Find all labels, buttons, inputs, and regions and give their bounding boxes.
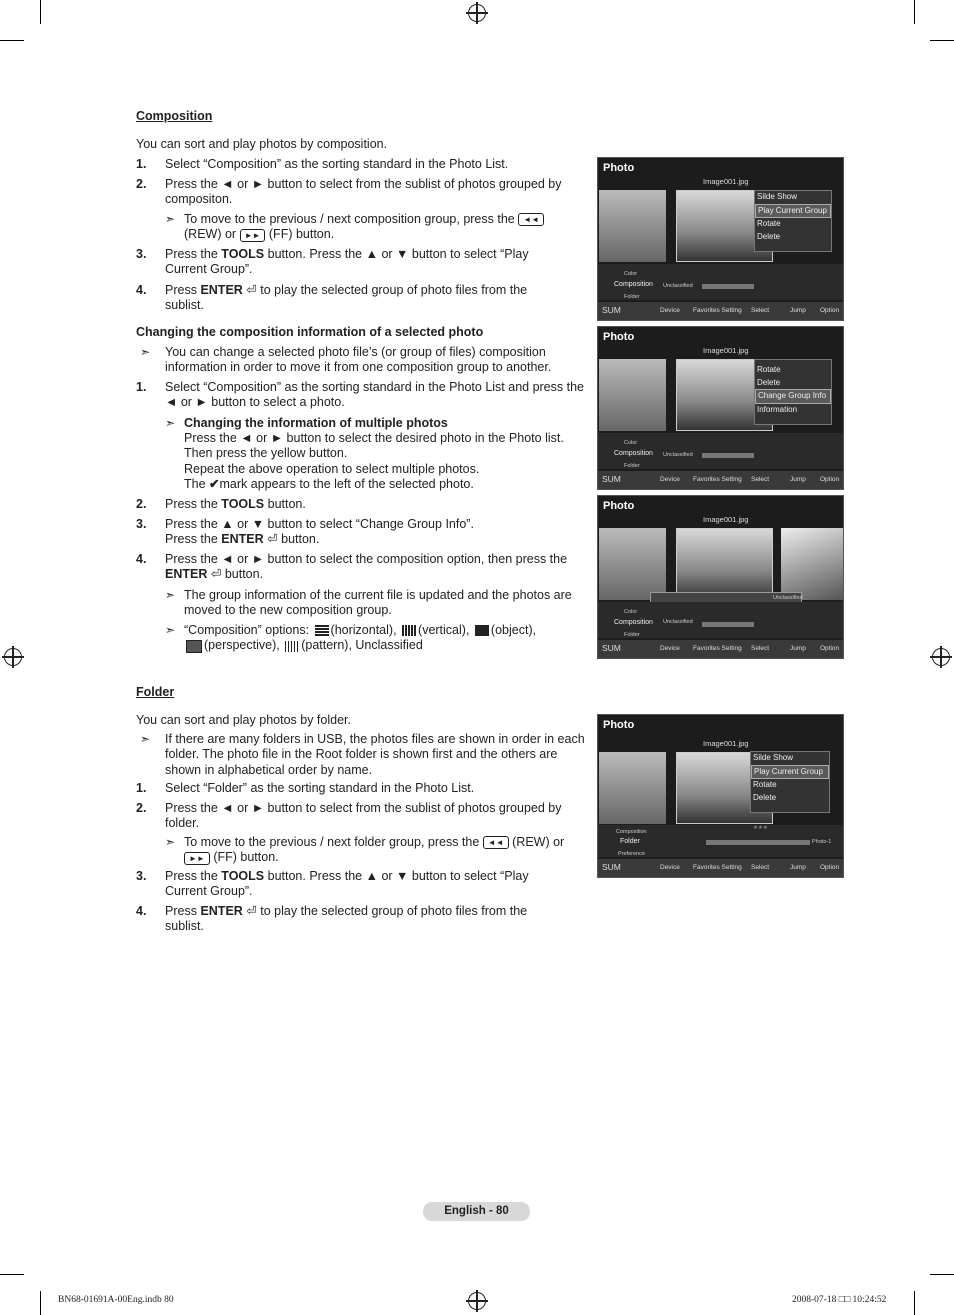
photo-thumbnail[interactable] bbox=[599, 359, 666, 431]
vertical-icon bbox=[402, 625, 416, 636]
tools-menu bbox=[754, 359, 832, 425]
step-number: 3. bbox=[136, 517, 147, 531]
screen-filename: Image001.jpg bbox=[703, 346, 749, 355]
multi-line-1: Press the ◄ or ► button to select the desired photo in the Photo list. Then press the yellow button. bbox=[184, 431, 564, 461]
change-step-3: Press the ▲ or ▼ button to select “Change Group Info”. Press the ENTER ⏎ button. bbox=[165, 517, 474, 547]
step-number: 1. bbox=[136, 781, 147, 795]
sort-bar: Color Composition Folder Unclassified bbox=[598, 433, 843, 469]
enter-icon: ⏎ bbox=[210, 567, 222, 582]
sort-bar: Color Composition Folder Unclassified bbox=[598, 264, 843, 300]
change-note-2: The group information of the current file is updated and the photos are moved to the new composition group. bbox=[184, 588, 572, 618]
folder-step-2: Press the ◄ or ► button to select from the sublist of photos grouped by folder. bbox=[165, 801, 562, 831]
button-guide-bar: SUM Device Favorites Setting Select Jump Option bbox=[598, 859, 843, 877]
menu-item[interactable]: Delete bbox=[753, 792, 777, 802]
menu-item-selected[interactable]: Play Current Group bbox=[751, 765, 829, 780]
group-slider[interactable] bbox=[706, 840, 810, 845]
tools-menu bbox=[750, 751, 830, 813]
group-label: Unclassified bbox=[663, 283, 693, 289]
screen-filename: Image001.jpg bbox=[703, 739, 749, 748]
ff-button-icon: ►► bbox=[240, 229, 266, 242]
button-guide-bar: SUM Device Favorites Setting Select Jump Option bbox=[598, 471, 843, 489]
tools-menu bbox=[754, 190, 832, 252]
note-arrow-icon: ➣ bbox=[140, 732, 151, 746]
rew-button-icon: ◄◄ bbox=[518, 213, 544, 226]
button-guide-bar: SUM Device Favorites Setting Select Jump Option bbox=[598, 640, 843, 658]
step-number: 1. bbox=[136, 157, 147, 171]
photo-thumbnail[interactable] bbox=[599, 190, 666, 262]
folder-step-4: Press ENTER ⏎ to play the selected group of photo files from the sublist. bbox=[165, 904, 528, 934]
composition-heading: Composition bbox=[136, 109, 213, 123]
check-mark-icon: ✔ bbox=[209, 477, 220, 491]
sort-bar: Color Composition Folder Unclassified bbox=[598, 602, 843, 638]
composition-step-4: Press ENTER ⏎ to play the selected group of photo files from the sublist. bbox=[165, 283, 528, 313]
step-number: 3. bbox=[136, 247, 147, 261]
screen-filename: Image001.jpg bbox=[703, 515, 749, 524]
photo-screen-1 bbox=[597, 157, 844, 321]
change-step-1: Select “Composition” as the sorting standard in the Photo List and press the ◄ or ► button to select a photo. bbox=[165, 380, 584, 410]
group-slider[interactable] bbox=[702, 453, 754, 458]
note-arrow-icon: ➣ bbox=[140, 345, 151, 359]
picker-label: Unclassified bbox=[773, 595, 803, 601]
perspective-icon bbox=[186, 640, 202, 653]
sort-current[interactable]: Composition bbox=[614, 619, 653, 626]
menu-item[interactable]: Rotate bbox=[753, 780, 777, 789]
step-number: 1. bbox=[136, 380, 147, 394]
multi-line-3: The ✔mark appears to the left of the selected photo. bbox=[184, 477, 474, 491]
composition-intro: You can sort and play photos by composition. bbox=[136, 137, 388, 151]
change-step-2: Press the TOOLS button. bbox=[165, 497, 306, 511]
composition-step-2-note: To move to the previous / next composition group, press the ◄◄ (REW) or ►► (FF) button. bbox=[184, 212, 584, 243]
folder-photo-label: Photo-1 bbox=[812, 839, 832, 845]
footer-file: BN68-01691A-00Eng.indb 80 bbox=[58, 1295, 174, 1305]
menu-item-selected[interactable]: Change Group Info bbox=[755, 389, 831, 404]
horizontal-icon bbox=[315, 625, 329, 636]
step-number: 4. bbox=[136, 552, 147, 566]
enter-icon: ⏎ bbox=[267, 532, 278, 547]
composition-step-2: Press the ◄ or ► button to select from the sublist of photos grouped by compositon. bbox=[165, 177, 562, 207]
pattern-icon bbox=[285, 641, 299, 652]
step-number: 3. bbox=[136, 869, 147, 883]
note-arrow-icon: ➣ bbox=[165, 623, 176, 637]
step-number: 4. bbox=[136, 904, 147, 918]
menu-item[interactable]: Delete bbox=[757, 231, 781, 241]
ff-button-icon: ►► bbox=[184, 852, 210, 865]
registration-mark-icon bbox=[468, 1292, 486, 1310]
page-number-badge: English - 80 bbox=[423, 1202, 530, 1221]
object-icon bbox=[475, 625, 489, 636]
registration-mark-icon bbox=[932, 648, 950, 666]
menu-item[interactable]: Information bbox=[757, 404, 798, 414]
change-heading: Changing the composition information of a selected photo bbox=[136, 325, 484, 339]
composition-step-3: Press the TOOLS button. Press the ▲ or ▼ button to select “Play Current Group”. bbox=[165, 247, 529, 277]
photo-screen-4 bbox=[597, 714, 844, 878]
screen-filename: Image001.jpg bbox=[703, 177, 749, 186]
menu-item[interactable]: Silde Show bbox=[757, 192, 798, 201]
folder-heading: Folder bbox=[136, 685, 175, 699]
multi-heading: Changing the information of multiple photos bbox=[184, 416, 448, 430]
sort-current[interactable]: Composition bbox=[614, 281, 653, 288]
folder-intro: You can sort and play photos by folder. bbox=[136, 713, 351, 727]
folder-step-2-note: To move to the previous / next folder group, press the ◄◄ (REW) or ►► (FF) button. bbox=[184, 835, 565, 865]
folder-note: If there are many folders in USB, the photos files are shown in order in each folder. The photo file in the Root folder is shown first and the others are shown in alphabetical order by name. bbox=[165, 732, 585, 777]
change-step-4: Press the ◄ or ► button to select the composition option, then press the ENTER ⏎ button. bbox=[165, 552, 568, 582]
group-label: Unclassified bbox=[663, 619, 693, 625]
sort-current[interactable]: Composition bbox=[614, 450, 653, 457]
sort-bar: ★★★ Composition Folder Preference Photo-1 bbox=[598, 825, 843, 857]
note-arrow-icon: ➣ bbox=[165, 416, 176, 430]
group-slider[interactable] bbox=[702, 284, 754, 289]
group-label: Unclassified bbox=[663, 452, 693, 458]
group-slider[interactable] bbox=[702, 622, 754, 627]
rew-button-icon: ◄◄ bbox=[483, 836, 509, 849]
photo-screen-3 bbox=[597, 495, 844, 659]
step-number: 2. bbox=[136, 801, 147, 815]
menu-item[interactable]: Rotate bbox=[757, 219, 781, 228]
enter-icon: ⏎ bbox=[246, 904, 257, 918]
photo-thumbnail[interactable] bbox=[781, 528, 843, 600]
step-number: 4. bbox=[136, 283, 147, 297]
registration-mark-icon bbox=[468, 4, 486, 22]
button-guide-bar: SUM Device Favorites Setting Select Jump Option bbox=[598, 302, 843, 320]
composition-options: “Composition” options: (horizontal), (vertical), (object), (perspective), (pattern), Unclassified bbox=[184, 623, 537, 653]
menu-item[interactable]: Delete bbox=[757, 377, 781, 387]
footer-date: 2008-07-18 □□ 10:24:52 bbox=[792, 1295, 887, 1305]
note-arrow-icon: ➣ bbox=[165, 835, 176, 849]
change-note: You can change a selected photo file’s (or group of files) composition information in order to move it from one composition group to another. bbox=[165, 345, 552, 375]
screen-title: Photo bbox=[603, 500, 635, 512]
folder-step-3: Press the TOOLS button. Press the ▲ or ▼ button to select “Play Current Group”. bbox=[165, 869, 529, 899]
screen-title: Photo bbox=[603, 162, 635, 174]
photo-thumbnail[interactable] bbox=[676, 528, 773, 600]
step-number: 2. bbox=[136, 497, 147, 511]
sort-current[interactable]: Folder bbox=[620, 838, 640, 845]
registration-mark-icon bbox=[4, 648, 22, 666]
screen-title: Photo bbox=[603, 331, 635, 343]
rating-stars: ★★★ bbox=[753, 825, 768, 831]
enter-icon: ⏎ bbox=[246, 283, 257, 297]
note-arrow-icon: ➣ bbox=[165, 588, 176, 602]
folder-step-1: Select “Folder” as the sorting standard in the Photo List. bbox=[165, 781, 475, 795]
photo-thumbnail[interactable] bbox=[599, 528, 666, 600]
photo-screen-2 bbox=[597, 326, 844, 490]
photo-thumbnail[interactable] bbox=[599, 752, 666, 824]
composition-step-1: Select “Composition” as the sorting standard in the Photo List. bbox=[165, 157, 509, 171]
multi-line-2: Repeat the above operation to select multiple photos. bbox=[184, 462, 480, 476]
menu-item-selected[interactable]: Play Current Group bbox=[755, 204, 831, 219]
step-number: 2. bbox=[136, 177, 147, 191]
screen-title: Photo bbox=[603, 719, 635, 731]
note-arrow-icon: ➣ bbox=[165, 212, 176, 226]
menu-item[interactable]: Silde Show bbox=[753, 753, 794, 762]
menu-item[interactable]: Rotate bbox=[757, 365, 781, 374]
